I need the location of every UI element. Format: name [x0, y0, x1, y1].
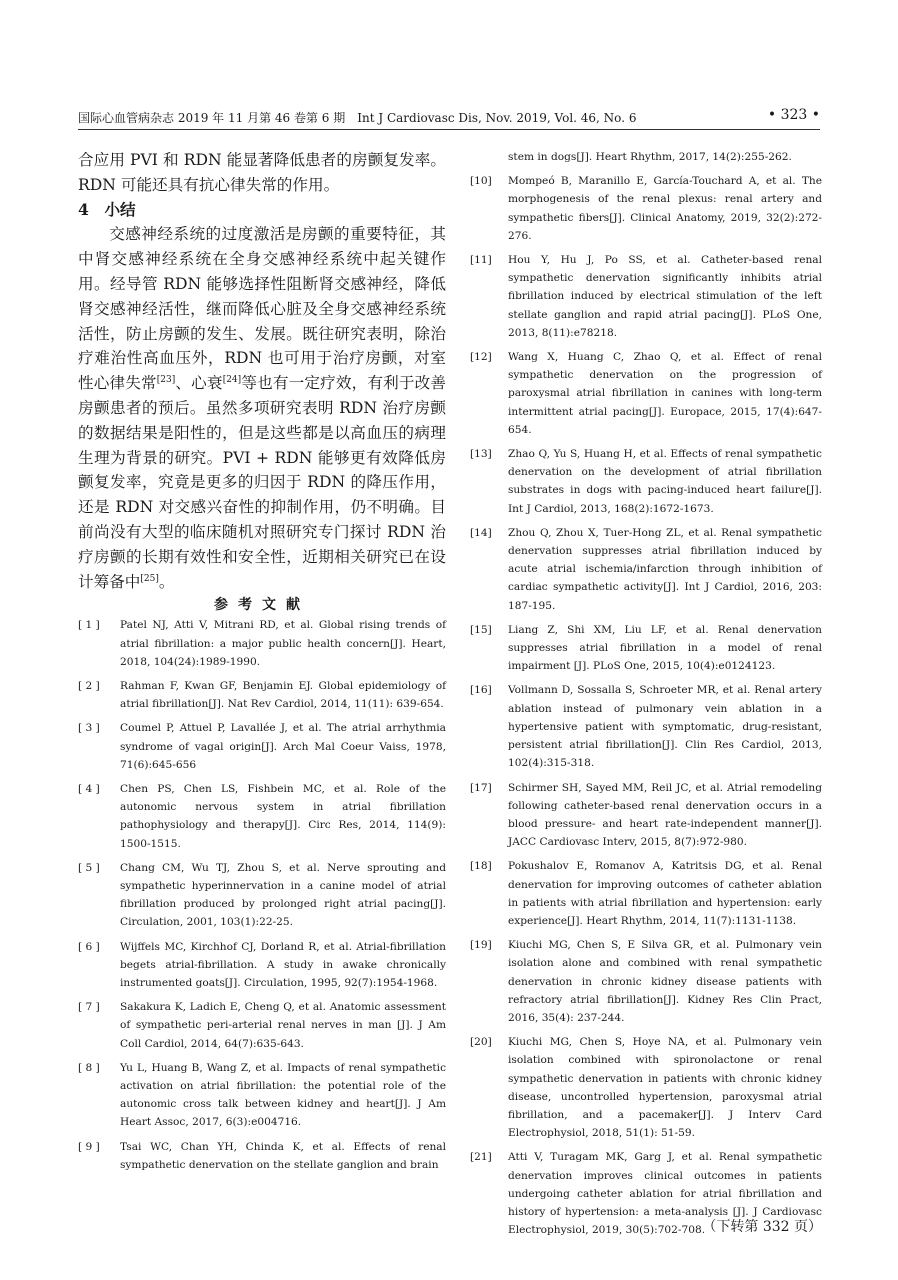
reference-text: stem in dogs[J]. Heart Rhythm, 2017, 14(2):255-262. [508, 151, 792, 163]
reference-item [78, 616, 446, 671]
reference-item [78, 1138, 446, 1174]
citation-25: [25] [140, 573, 159, 584]
reference-text: Hou Y, Hu J, Po SS, et al. Catheter-based renal sympathetic denervation significantly inhibits atrial fibrillation induced by electrical stimulation of the left stellate ganglion and rapid atrial pacing[J]. PLoS One, 2013, 8(11):e78218. [508, 254, 822, 339]
reference-text: Kiuchi MG, Chen S, E Silva GR, et al. Pulmonary vein isolation alone and combined with renal sympathetic denervation in chronic kidney disease patients with refractory atrial fibrillation[J]. Kidney Res Clin Pract, 2016, 35(4): 237-244. [508, 939, 822, 1024]
reference-item [78, 677, 446, 713]
paragraph-text: 。 [158, 572, 175, 591]
reference-number: [ 5 ] [78, 861, 100, 874]
reference-number: [17] [470, 781, 492, 794]
reference-number: [10] [470, 175, 492, 188]
running-header [78, 107, 820, 130]
reference-item [470, 251, 822, 342]
reference-text: Chen PS, Chen LS, Fishbein MC, et al. Role of the autonomic nervous system in atrial fibrillation pathophysiology and therapy[J]. Circ Res, 2014, 114(9): 1500-1515. [120, 782, 446, 850]
reference-number: [ 7 ] [78, 1001, 100, 1014]
citation-23: [23] [156, 374, 176, 385]
reference-number: [11] [470, 254, 492, 267]
body-paragraph-1: 合应用 PVI 和 RDN 能显著降低患者的房颤复发率。RDN 可能还具有抗心律失常的作用。 [78, 151, 446, 194]
section-heading: 4 小结 [78, 199, 136, 219]
left-column [78, 148, 446, 1180]
reference-text: Atti V, Turagam MK, Garg J, et al. Renal sympathetic denervation improves clinical outcomes in patients undergoing catheter ablation for atrial fibrillation and history of hypertension: a meta-analysis [J]. J Cardiovasc Electrophysiol, 2019, 30(5):702-708. [508, 1151, 822, 1237]
reference-text: Kiuchi MG, Chen S, Hoye NA, et al. Pulmonary vein isolation combined with spironolactone or renal sympathetic denervation in patients with chronic kidney disease, uncontrolled hypertension, paroxysmal atrial fibrillation, and a pacemaker[J]. J Interv Card Electrophysiol, 2018, 51(1): 51-59. [508, 1036, 822, 1140]
reference-number: [12] [470, 351, 492, 364]
reference-number: [ 4 ] [78, 782, 100, 795]
reference-item [78, 998, 446, 1053]
references-heading: 参考文献 [214, 597, 310, 614]
reference-text: Wang X, Huang C, Zhao Q, et al. Effect of renal sympathetic denervation on the progression of paroxysmal atrial fibrillation in canines with long-term intermittent atrial pacing[J]. Europace, 2015, 17(4):647-654. [508, 351, 822, 436]
reference-number: [ 1 ] [78, 619, 100, 632]
paragraph-text: 交感神经系统的过度激活是房颤的重要特征，其中肾交感神经系统在全身交感神经系统中起关键作用。经导管 RDN 能够选择性阻断肾交感神经，降低肾交感神经活性，继而降低心脏及全身交感神经系统活性，防止房颤的发生、发展。既往研究表明，除治疗难治性高血压外，RDN 也可用于治疗房颤，对室性心律失常 [78, 225, 446, 393]
reference-text: Liang Z, Shi XM, Liu LF, et al. Renal denervation suppresses atrial fibrillation in a model of renal impairment [J]. PLoS One, 2015, 10(4):e0124123. [508, 623, 822, 673]
reference-text: Yu L, Huang B, Wang Z, et al. Impacts of renal sympathetic activation on atrial fibrillation: the potential role of the autonomic cross talk between kidney and heart[J]. J Am Heart Assoc, 2017, 6(3):e004716. [120, 1061, 446, 1129]
reference-number: [ 8 ] [78, 1061, 100, 1074]
reference-text: Pokushalov E, Romanov A, Katritsis DG, et al. Renal denervation for improving outcomes of catheter ablation in patients with atrial fibrillation and hypertension: early experience[J]. Heart Rhythm, 2014, 11(7):1131-1138. [508, 860, 822, 927]
reference-number: [ 9 ] [78, 1140, 100, 1153]
reference-number: [ 2 ] [78, 679, 100, 692]
reference-text: Mompeó B, Maranillo E, García-Touchard A, et al. The morphogenesis of the renal plexus: renal artery and sympathetic fibers[J]. Clinical Anatomy, 2019, 32(2):272-276. [508, 175, 822, 242]
reference-text: Patel NJ, Atti V, Mitrani RD, et al. Global rising trends of atrial fibrillation: a major public health concern[J]. Heart, 2018, 104(24):1989-1990. [120, 619, 446, 668]
reference-number: [18] [470, 860, 492, 873]
reference-item [470, 348, 822, 439]
reference-item [470, 1033, 822, 1142]
body-paragraph-2 [78, 222, 446, 594]
reference-number: [ 3 ] [78, 722, 100, 735]
right-column [470, 148, 822, 1245]
reference-item [470, 445, 822, 518]
citation-24: [24] [222, 374, 242, 385]
reference-list-left [78, 616, 446, 1174]
reference-list-right [470, 172, 822, 1239]
reference-text: Vollmann D, Sossalla S, Schroeter MR, et al. Renal artery ablation instead of pulmonary vein ablation in a hypertensive patient with symptomatic, drug-resistant, persistent atrial fibrillation[J]. Clin Res Cardiol, 2013, 102(4):315-318. [508, 684, 822, 770]
reference-text: Rahman F, Kwan GF, Benjamin EJ. Global epidemiology of atrial fibrillation[J]. Nat Rev Cardiol, 2014, 11(11): 639-654. [120, 679, 446, 711]
reference-text: Coumel P, Attuel P, Lavallée J, et al. The atrial arrhythmia syndrome of vagal origin[J]. Arch Mal Coeur Vaiss, 1978, 71(6):645-656 [120, 722, 446, 771]
reference-number: [13] [470, 448, 492, 461]
reference-item [470, 621, 822, 676]
reference-number: [15] [470, 623, 492, 636]
reference-text: Wijffels MC, Kirchhof CJ, Dorland R, et al. Atrial-fibrillation begets atrial-fibrillation. A study in awake chronically instrumented goats[J]. Circulation, 1995, 92(7):1954-1968. [120, 940, 446, 989]
reference-continuation [470, 148, 822, 166]
reference-item [470, 779, 822, 852]
reference-item [470, 681, 822, 772]
reference-text: Zhao Q, Yu S, Huang H, et al. Effects of renal sympathetic denervation on the development of atrial fibrillation substrates in dogs with pacing-induced heart failure[J]. Int J Cardiol, 2013, 168(2):1672-1673. [508, 448, 822, 515]
reference-item [78, 780, 446, 853]
reference-text: Schirmer SH, Sayed MM, Reil JC, et al. Atrial remodeling following catheter-based renal denervation occurs in a blood pressure- and heart rate-independent manner[J]. JACC Cardiovasc Interv, 2015, 8(7):972-980. [508, 781, 822, 849]
reference-item [78, 1059, 446, 1132]
reference-number: [14] [470, 526, 492, 539]
reference-item [470, 857, 822, 930]
reference-text: Zhou Q, Zhou X, Tuer-Hong ZL, et al. Renal sympathetic denervation suppresses atrial fibrillation induced by acute atrial ischemia/infarction through inhibition of cardiac sympathetic activity[J]. Int J Cardiol, 2016, 203: 187-195. [508, 526, 822, 612]
page-number: • 323 • [767, 107, 820, 123]
reference-item [470, 172, 822, 245]
reference-number: [21] [470, 1151, 492, 1164]
continued-note: （下转第 332 页） [702, 1219, 822, 1235]
reference-item [470, 936, 822, 1027]
reference-item [470, 524, 822, 615]
paragraph-text: 、心衰 [175, 374, 223, 393]
reference-item [78, 719, 446, 774]
reference-number: [16] [470, 684, 492, 697]
reference-text: Sakakura K, Ladich E, Cheng Q, et al. Anatomic assessment of sympathetic peri-arterial renal nerves in man [J]. J Am Coll Cardiol, 2014, 64(7):635-643. [120, 1001, 446, 1050]
reference-item [78, 938, 446, 993]
reference-number: [20] [470, 1036, 492, 1049]
reference-text: Chang CM, Wu TJ, Zhou S, et al. Nerve sprouting and sympathetic hyperinnervation in a canine model of atrial fibrillation produced by prolonged right atrial pacing[J]. Circulation, 2001, 103(1):22-25. [120, 861, 446, 929]
reference-text: Tsai WC, Chan YH, Chinda K, et al. Effects of renal sympathetic denervation on the stellate ganglion and brain [120, 1140, 446, 1171]
reference-number: [ 6 ] [78, 940, 100, 953]
reference-item [78, 859, 446, 932]
reference-number: [19] [470, 939, 492, 952]
journal-citation: 国际心血管病杂志 2019 年 11 月第 46 卷第 6 期 Int J Cardiovasc Dis, Nov. 2019, Vol. 46, No. 6 [78, 111, 637, 125]
paragraph-text: 等也有一定疗效，有利于改善房颤患者的预后。虽然多项研究表明 RDN 治疗房颤的数据结果是阳性的，但是这些都是以高血压的病理生理为背景的研究。PVI + RDN 能够更有效降低房颤复发率，究竟是更多的归因于 RDN 的降压作用，还是 RDN 对交感兴奋性的抑制作用，仍不明确。目前尚没有大型的临床随机对照研究专门探讨 RDN 治疗房颤的长期有效性和安全性，近期相关研究已在设计筹备中 [78, 374, 446, 591]
